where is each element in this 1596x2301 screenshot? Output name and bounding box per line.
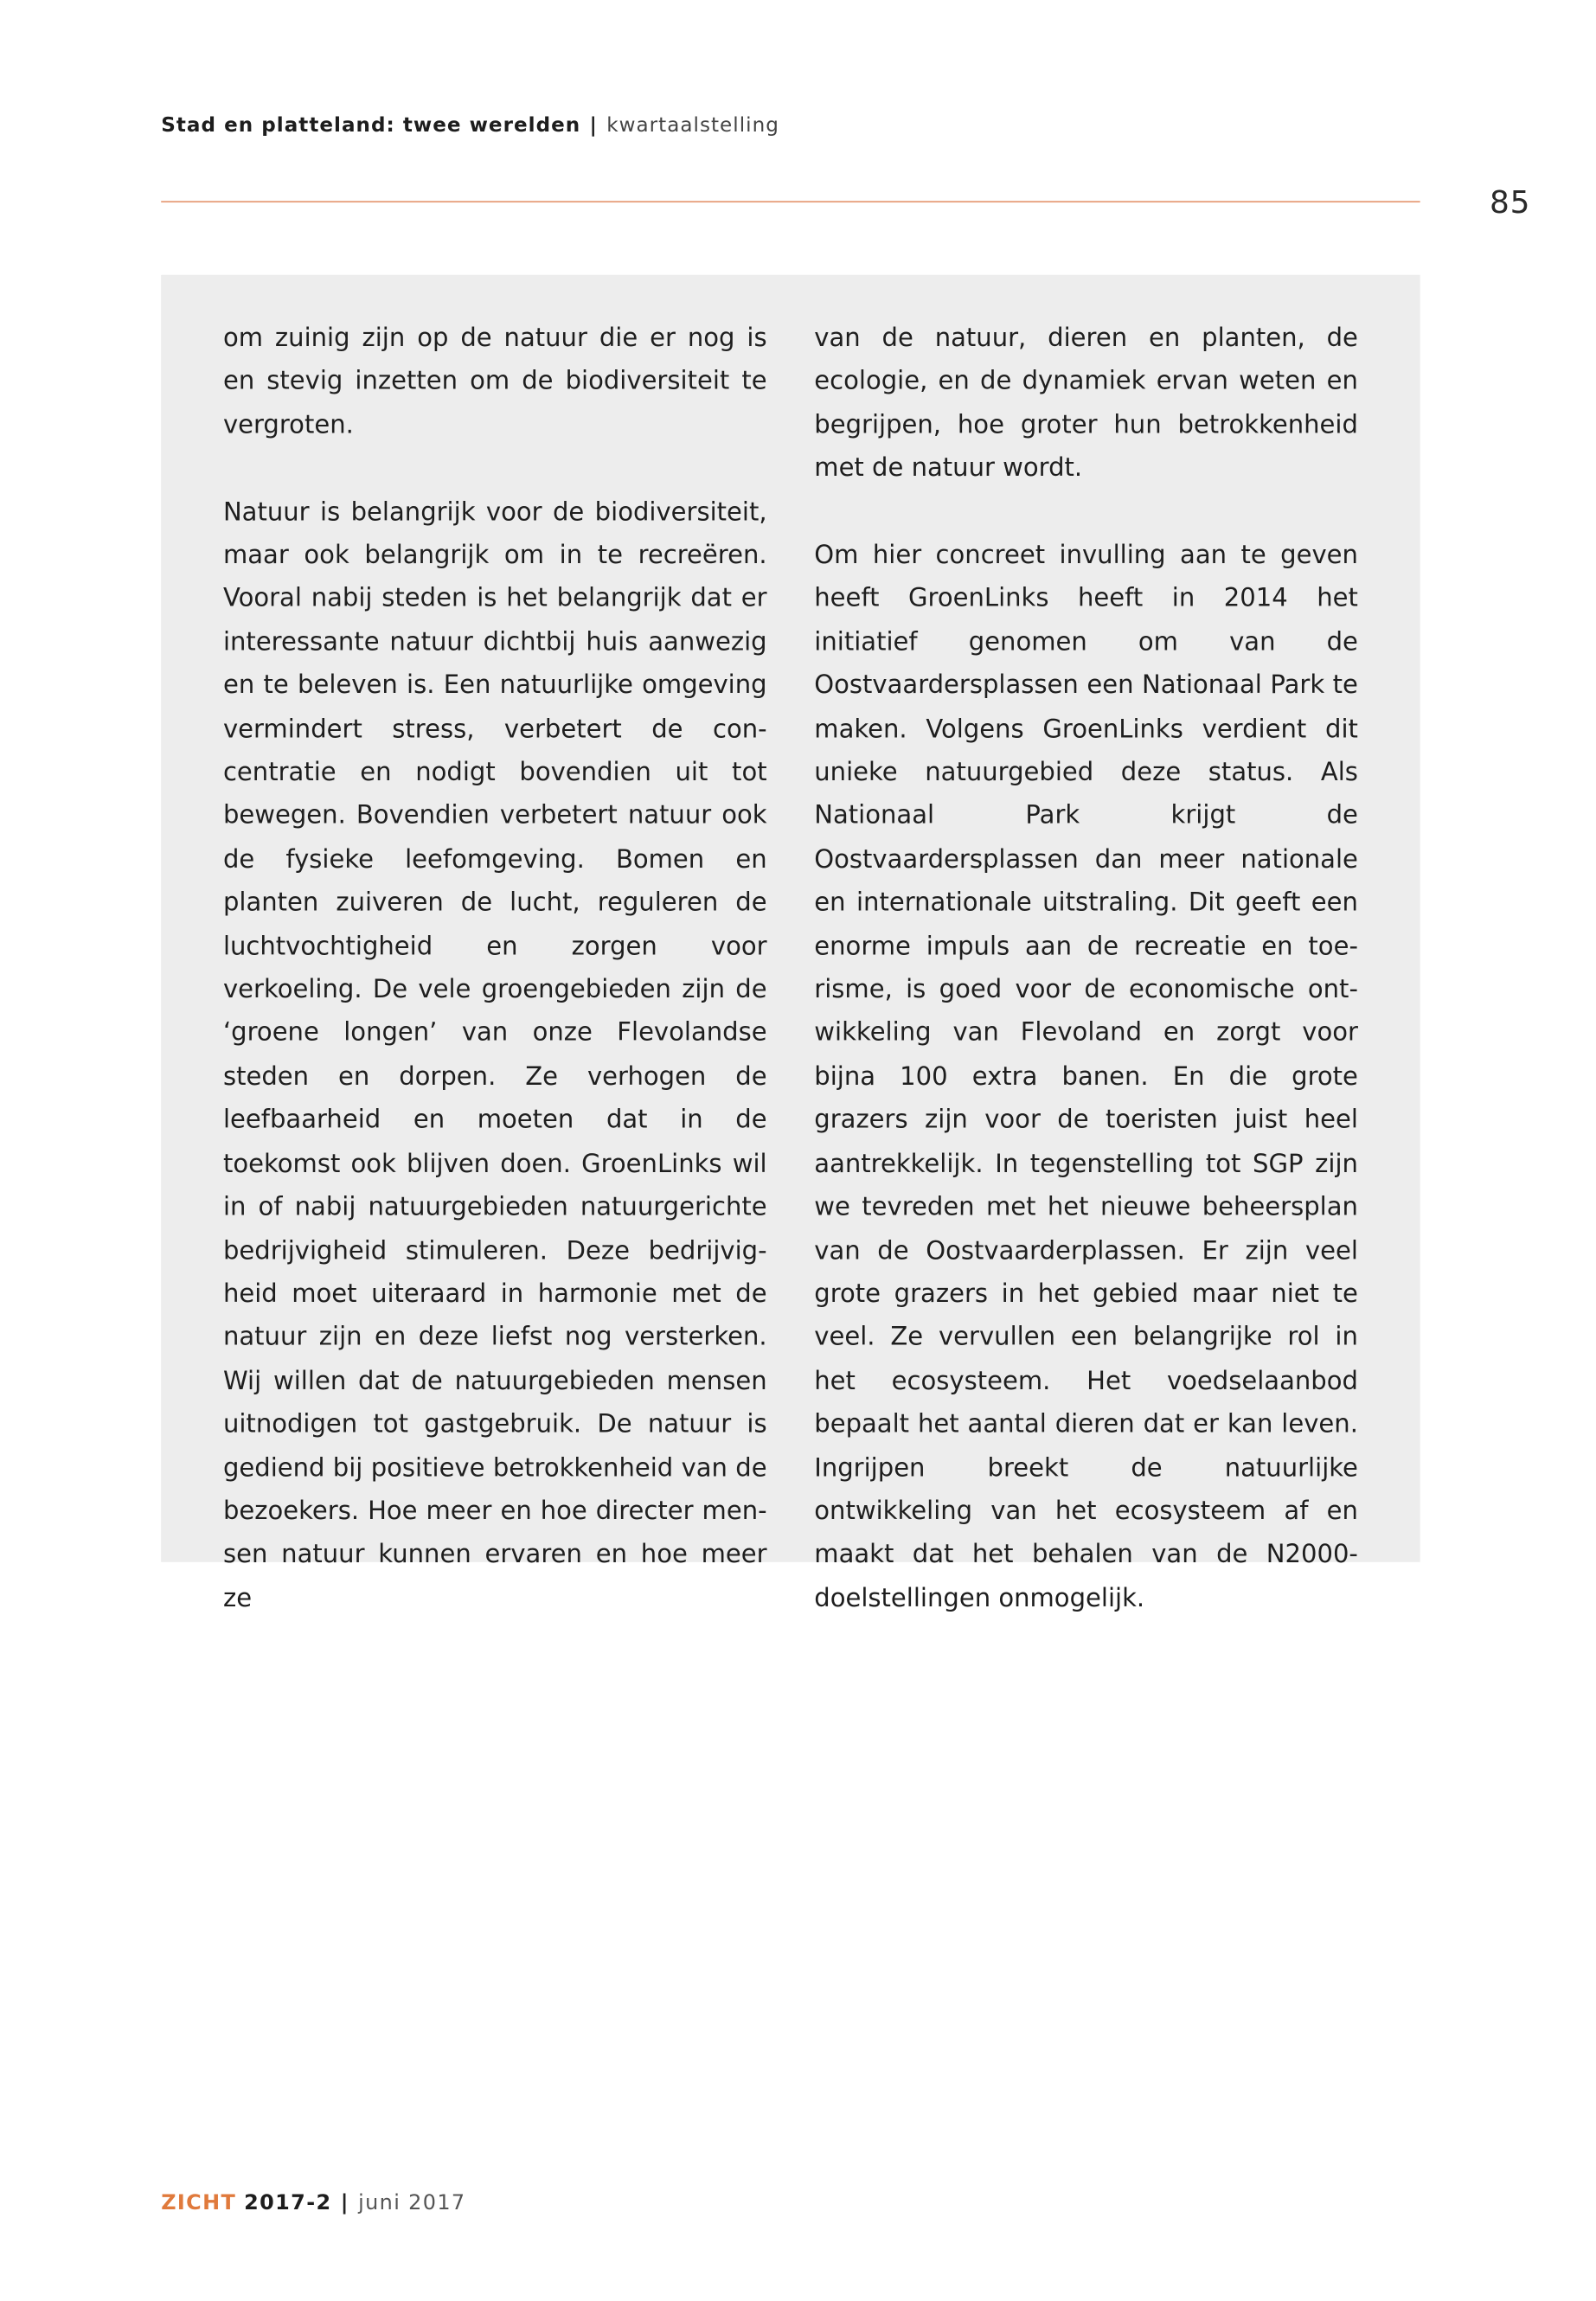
footer-date: juni 2017 [358,2191,466,2215]
paragraph: van de natuur, dieren en planten, de ecologie, en de dynamiek ervan weten en begrijpen, hoe groter hun betrokkenheid met de natuur wordt. [814,324,1358,484]
article-column-left [223,317,767,1664]
footer-separator: | [340,2191,349,2215]
paragraph: Natuur is belangrijk voor de biodiversiteit, maar ook belangrijk om in te recreëren. Vooral nabij steden is het belangrijk dat er interessante natuur dichtbij huis aanwezig en te beleven is. Een natuurlijke omgeving vermindert stress, verbetert de concentratie en nodigt bovendien uit tot bewegen. Bovendien verbetert natuur ook de fysieke leefomgeving. Bomen en planten zuiveren de lucht, reguleren de luchtvochtigheid en zorgen voor verkoeling. De vele groengebieden zijn de ‘groene longen’ van onze Flevolandse steden en dorpen. Ze verhogen de leefbaarheid en moeten dat in de toekomst ook blijven doen. GroenLinks wil in of nabij natuurgebieden natuurgerichte bedrijvigheid stimuleren. Deze bedrijvigheid moet uiteraard in harmonie met de natuur zijn en deze liefst nog versterken. Wij willen dat de natuurgebieden mensen uitnodigen tot gastgebruik. De natuur is gediend bij positieve betrokkenheid van de bezoekers. Hoe meer en hoe directer mensen natuur kunnen ervaren en hoe meer ze [222,497,767,1614]
header-section: kwartaalstelling [606,113,779,138]
header-separator: | [589,113,598,138]
running-footer [161,2192,465,2215]
running-header [161,114,779,138]
footer-issue: 2017-2 [244,2191,332,2215]
header-rule [161,201,1420,202]
paragraph: Om hier concreet invulling aan te geven heeft GroenLinks heeft in 2014 het initiatief genomen om van de Oostvaardersplassen een Nationaal Park te maken. Volgens GroenLinks verdient dit unieke natuurgebied deze status. Als Nationaal Park krijgt de Oostvaardersplassen dan meer nationale en internationale uitstraling. Dit geeft een enorme impuls aan de recreatie en toerisme, is goed voor de economische ontwikkeling van Flevoland en zorgt voor bijna 100 extra banen. En die grote grazers zijn voor de toeristen juist heel aantrekkelijk. In tegenstelling tot SGP zijn we tevreden met het nieuwe beheersplan van de Oostvaarderplassen. Er zijn veel grote grazers in het gebied maar niet te veel. Ze vervullen een belangrijke rol in het ecosysteem. Het voedselaanbod bepaalt het aantal dieren dat er kan leven. Ingrijpen breekt de natuurlijke ontwikkeling van het ecosysteem af en maakt dat het behalen van de N2000-doelstellingen onmogelijk. [814,541,1358,1614]
footer-magazine: ZICHT [161,2191,237,2215]
article-column-right [814,317,1358,1664]
page-number: 85 [1489,184,1531,221]
header-title: Stad en platteland: twee werelden [161,113,581,138]
paragraph: om zuinig zijn op de natuur die er nog is en stevig inzetten om de biodiversiteit te vergroten. [222,324,767,440]
